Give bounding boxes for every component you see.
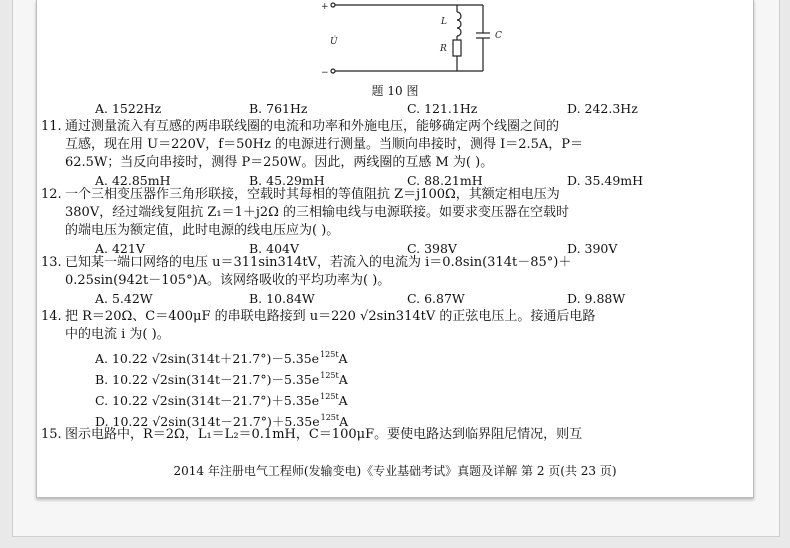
q14-option-c-text: C. 10.22 √2sin(314t－21.7°)＋5.35e [95,393,320,408]
q14-option-a [95,346,348,368]
q11-line-2: 互感，现在用 U＝220V，f＝50Hz 的电源进行测量。当顺向串接时，测得 I＝2.5A，P＝ [65,137,584,152]
q13-number: 13. [41,255,62,270]
q11-line-1: 通过测量流入有互感的两串联线圈的电流和功率和外施电压，能够确定两个线圈之间的 [65,119,560,134]
q10-option-b: B. 761Hz [249,101,308,116]
q12-line-3: 的端电压为额定值，此时电源的线电压应为( )。 [65,223,340,238]
resistor-label: R [440,44,447,54]
q15-number: 15. [41,427,62,442]
q14-option-b [95,367,348,389]
q13-line-1: 已知某一端口网络的电压 u＝311sin314tV，若流入的电流为 i＝0.8sin(314t－85°)＋ [65,255,572,270]
q12-option-c: C. 398V [407,241,457,256]
circuit-diagram-q10 [287,0,527,80]
resistor-symbol [453,40,461,56]
q14-number: 14. [41,309,62,324]
minus-label: − [321,68,329,78]
q13-option-a: A. 5.42W [95,291,153,306]
q15-line-1: 图示电路中，R＝2Ω，L₁＝L₂＝0.1mH，C＝100μF。要使电路达到临界阻尼情况，则互 [65,427,583,442]
q12-option-b: B. 404V [249,241,300,256]
q14-option-c-exponent: 125t [320,392,339,401]
q13-option-c: C. 6.87W [407,291,465,306]
q14-option-a-unit: A [338,351,348,366]
q12-option-a: A. 421V [95,241,145,256]
q10-option-d: D. 242.3Hz [567,101,638,116]
q14-option-d-exponent: 125t [320,413,340,422]
voltage-label: U̇ [330,37,338,47]
q12-line-2: 380V，经过端线复阻抗 Z₁＝1＋j2Ω 的三相输电线与电源联接。如要求变压器在空载时 [65,205,570,220]
document-page [36,0,754,498]
q11-option-a: A. 42.85mH [95,173,171,188]
q11-option-b: B. 45.29mH [249,173,325,188]
page-footer: 2014 年注册电气工程师(发输变电)《专业基础考试》真题及详解 第 2 页(共 23 页) [173,464,617,478]
capacitor-label: C [495,31,502,41]
q14-option-d-unit: A [339,414,349,429]
q11-option-d: D. 35.49mH [567,173,644,188]
terminal-bottom [331,69,335,73]
q14-option-b-exponent: 125t [320,371,339,380]
q11-number: 11. [41,119,62,134]
q10-option-a: A. 1522Hz [95,101,162,116]
q12-line-1: 一个三相变压器作三角形联接，空载时其每相的等值阻抗 Z＝j100Ω，其额定相电压为 [65,187,560,202]
q14-option-b-text: B. 10.22 √2sin(314t－21.7°)－5.35e [95,372,320,387]
q14-option-d-text: D. 10.22 √2sin(314t－21.7°)＋5.35e [95,414,320,429]
terminal-top [331,3,335,7]
q14-option-b-unit: A [338,372,348,387]
q14-option-c-unit: A [338,393,348,408]
q13-option-d: D. 9.88W [567,291,626,306]
q13-option-b: B. 10.84W [249,291,315,306]
inductor-label: L [441,17,447,27]
q14-option-a-text: A. 10.22 √2sin(314t＋21.7°)－5.35e [95,351,320,366]
q14-line-1: 把 R＝20Ω、C＝400μF 的串联电路接到 u＝220 √2sin314tV 的正弦电压上。接通后电路 [65,309,596,324]
q14-line-2: 中的电流 i 为( )。 [65,327,170,342]
q10-option-c: C. 121.1Hz [407,101,478,116]
q13-line-2: 0.25sin(942t－105°)A。该网络吸收的平均功率为( )。 [65,273,391,288]
q11-option-c: C. 88.21mH [407,173,483,188]
q12-option-d: D. 390V [567,241,618,256]
figure-caption: 题 10 图 [371,84,419,98]
inductor-symbol [457,12,461,36]
q11-line-3: 62.5W；当反向串接时，测得 P＝250W。因此，两线圈的互感 M 为( )。 [65,155,494,170]
q14-option-c [95,388,348,410]
q12-number: 12. [41,187,62,202]
plus-label: + [321,2,329,12]
q14-option-a-exponent: 125t [320,350,339,359]
